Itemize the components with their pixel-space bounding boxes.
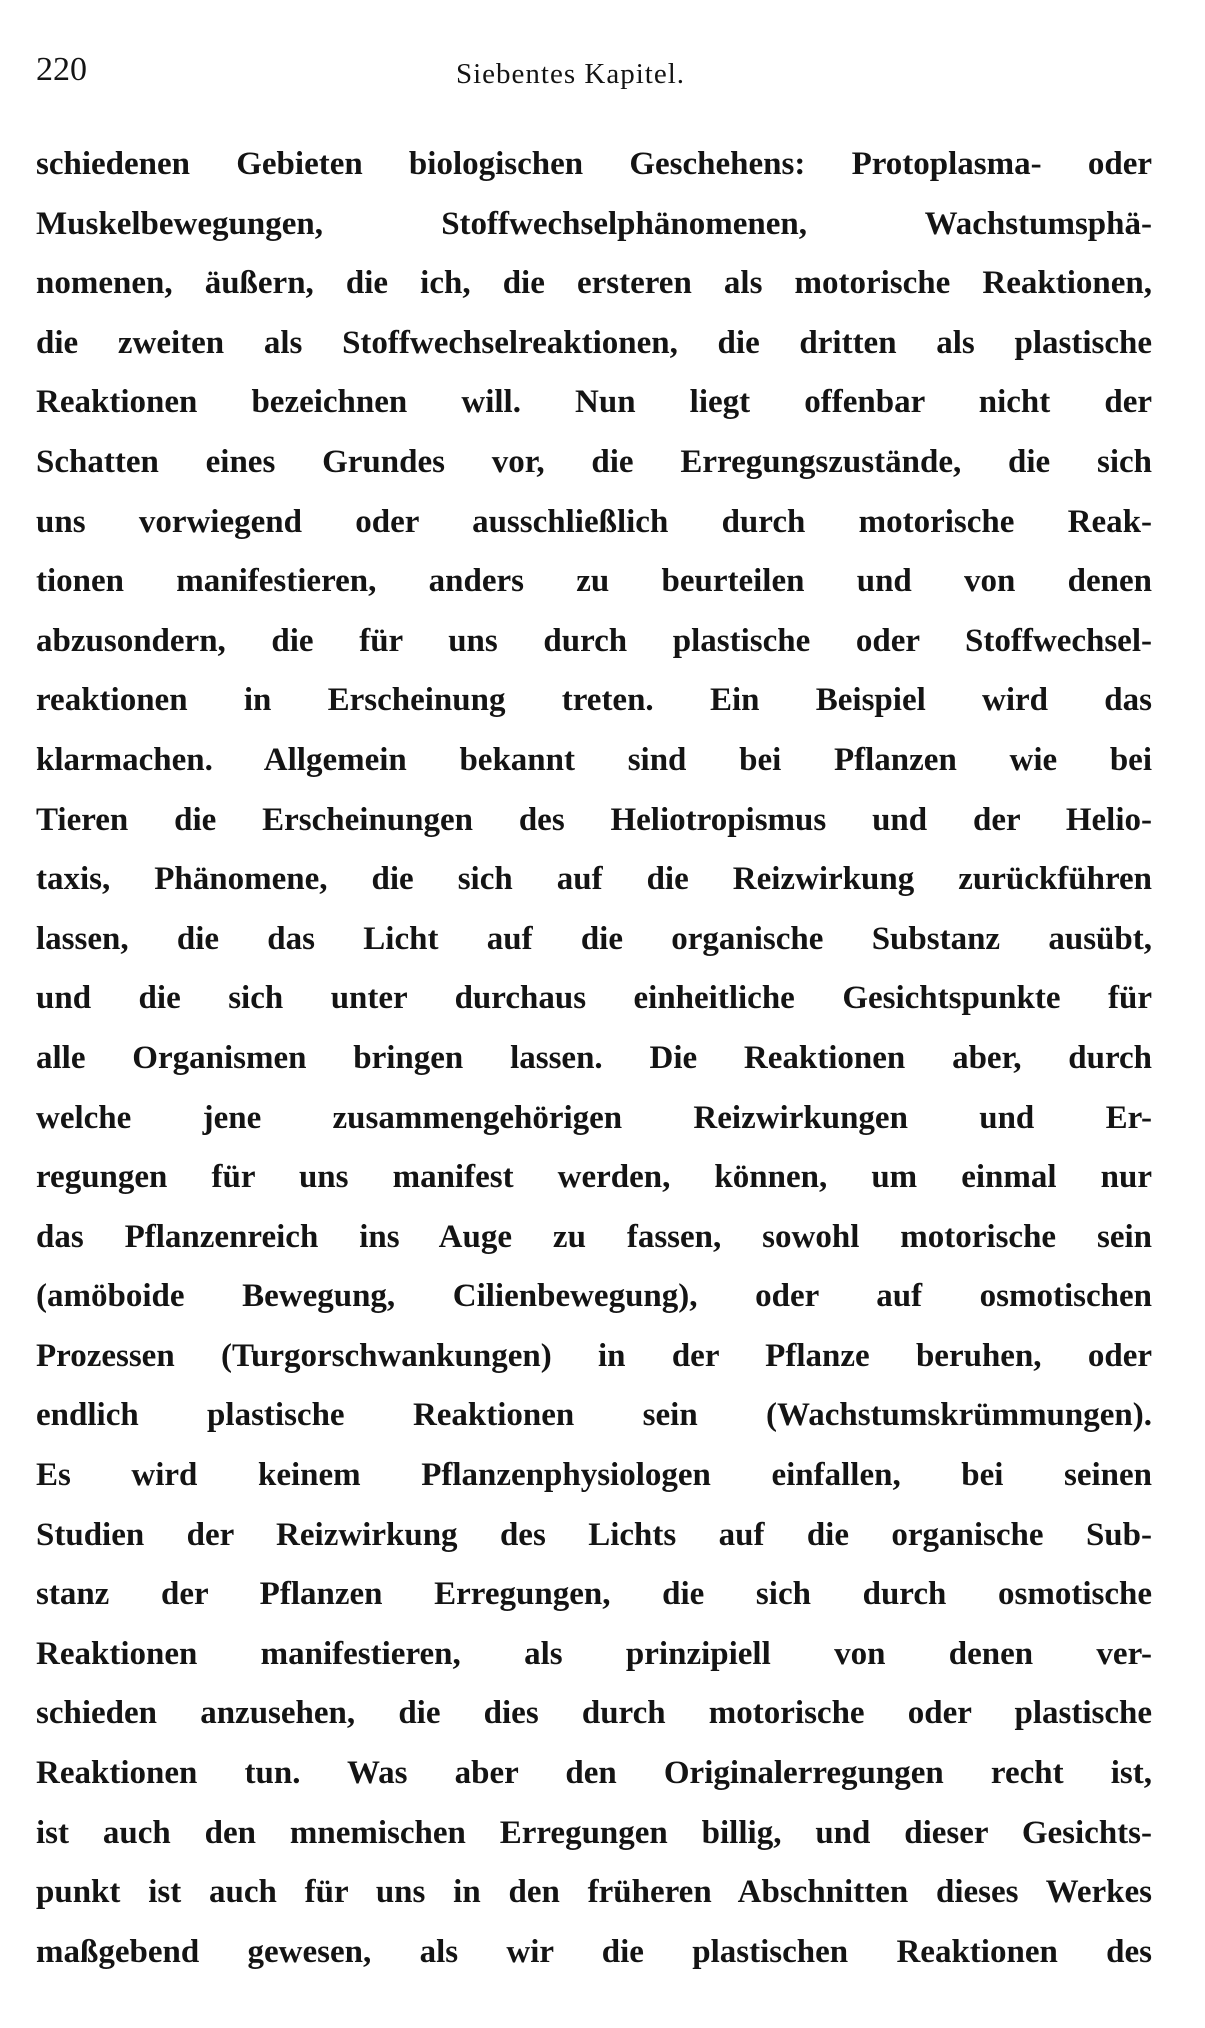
text-line: Es wird keinem Pflanzenphysiologen einfallen, bei seinen xyxy=(36,1457,1152,1494)
text-line: Reaktionen manifestieren, als prinzipiell von denen ver- xyxy=(36,1635,1152,1672)
running-head: Siebentes Kapitel. xyxy=(456,58,686,90)
text-line: schieden anzusehen, die dies durch motorische oder plastische xyxy=(36,1695,1152,1732)
text-line: punkt ist auch für uns in den früheren Abschnitten dieses Werkes xyxy=(36,1874,1152,1911)
text-line: stanz der Pflanzen Erregungen, die sich durch osmotische xyxy=(36,1576,1152,1613)
text-line: schiedenen Gebieten biologischen Geschehens: Protoplasma- oder xyxy=(36,146,1152,182)
text-line: regungen für uns manifest werden, können, um einmal nur xyxy=(36,1159,1152,1196)
text-line: die zweiten als Stoffwechselreaktionen, die dritten als plastische xyxy=(36,324,1152,361)
page-header xyxy=(36,40,1166,100)
text-line: und die sich unter durchaus einheitliche Gesichtspunkte für xyxy=(36,980,1152,1017)
text-line: reaktionen in Erscheinung treten. Ein Beispiel wird das xyxy=(36,682,1152,719)
text-line: taxis, Phänomene, die sich auf die Reizwirkung zurückführen xyxy=(36,861,1152,898)
text-line: Prozessen (Turgorschwankungen) in der Pflanze beruhen, oder xyxy=(36,1337,1152,1374)
text-line: nomenen, äußern, die ich, die ersteren als motorische Reaktionen, xyxy=(36,265,1152,302)
text-line: welche jene zusammengehörigen Reizwirkungen und Er- xyxy=(36,1099,1152,1136)
text-line: das Pflanzenreich ins Auge zu fassen, sowohl motorische sein xyxy=(36,1218,1152,1255)
text-line: Schatten eines Grundes vor, die Erregungszustände, die sich xyxy=(36,443,1152,480)
text-line: Studien der Reizwirkung des Lichts auf die organische Sub- xyxy=(36,1516,1152,1553)
text-line: Reaktionen tun. Was aber den Originalerregungen recht ist, xyxy=(36,1755,1152,1792)
page-number: 220 xyxy=(36,51,87,88)
text-line: Tieren die Erscheinungen des Heliotropismus und der Helio- xyxy=(36,801,1152,838)
text-line: Muskelbewegungen, Stoffwechselphänomenen, Wachstumsphä- xyxy=(36,205,1152,242)
text-line: alle Organismen bringen lassen. Die Reaktionen aber, durch xyxy=(36,1039,1152,1076)
text-line: (amöboide Bewegung, Cilienbewegung), oder auf osmotischen xyxy=(36,1278,1152,1315)
text-line: maßgebend gewesen, als wir die plastischen Reaktionen des xyxy=(36,1933,1152,1970)
text-line: Reaktionen bezeichnen will. Nun liegt offenbar nicht der xyxy=(36,384,1152,421)
text-line: ist auch den mnemischen Erregungen billig, und dieser Gesichts- xyxy=(36,1814,1152,1851)
text-line: abzusondern, die für uns durch plastische oder Stoffwechsel- xyxy=(36,622,1152,659)
text-line: klarmachen. Allgemein bekannt sind bei Pflanzen wie bei xyxy=(36,741,1152,778)
text-line: uns vorwiegend oder ausschließlich durch motorische Reak- xyxy=(36,503,1152,540)
text-line: lassen, die das Licht auf die organische Substanz ausübt, xyxy=(36,920,1152,957)
text-line: tionen manifestieren, anders zu beurteilen und von denen xyxy=(36,563,1152,600)
text-line: endlich plastische Reaktionen sein (Wachstumskrümmungen). xyxy=(36,1397,1152,1434)
body-text xyxy=(36,135,1152,1982)
